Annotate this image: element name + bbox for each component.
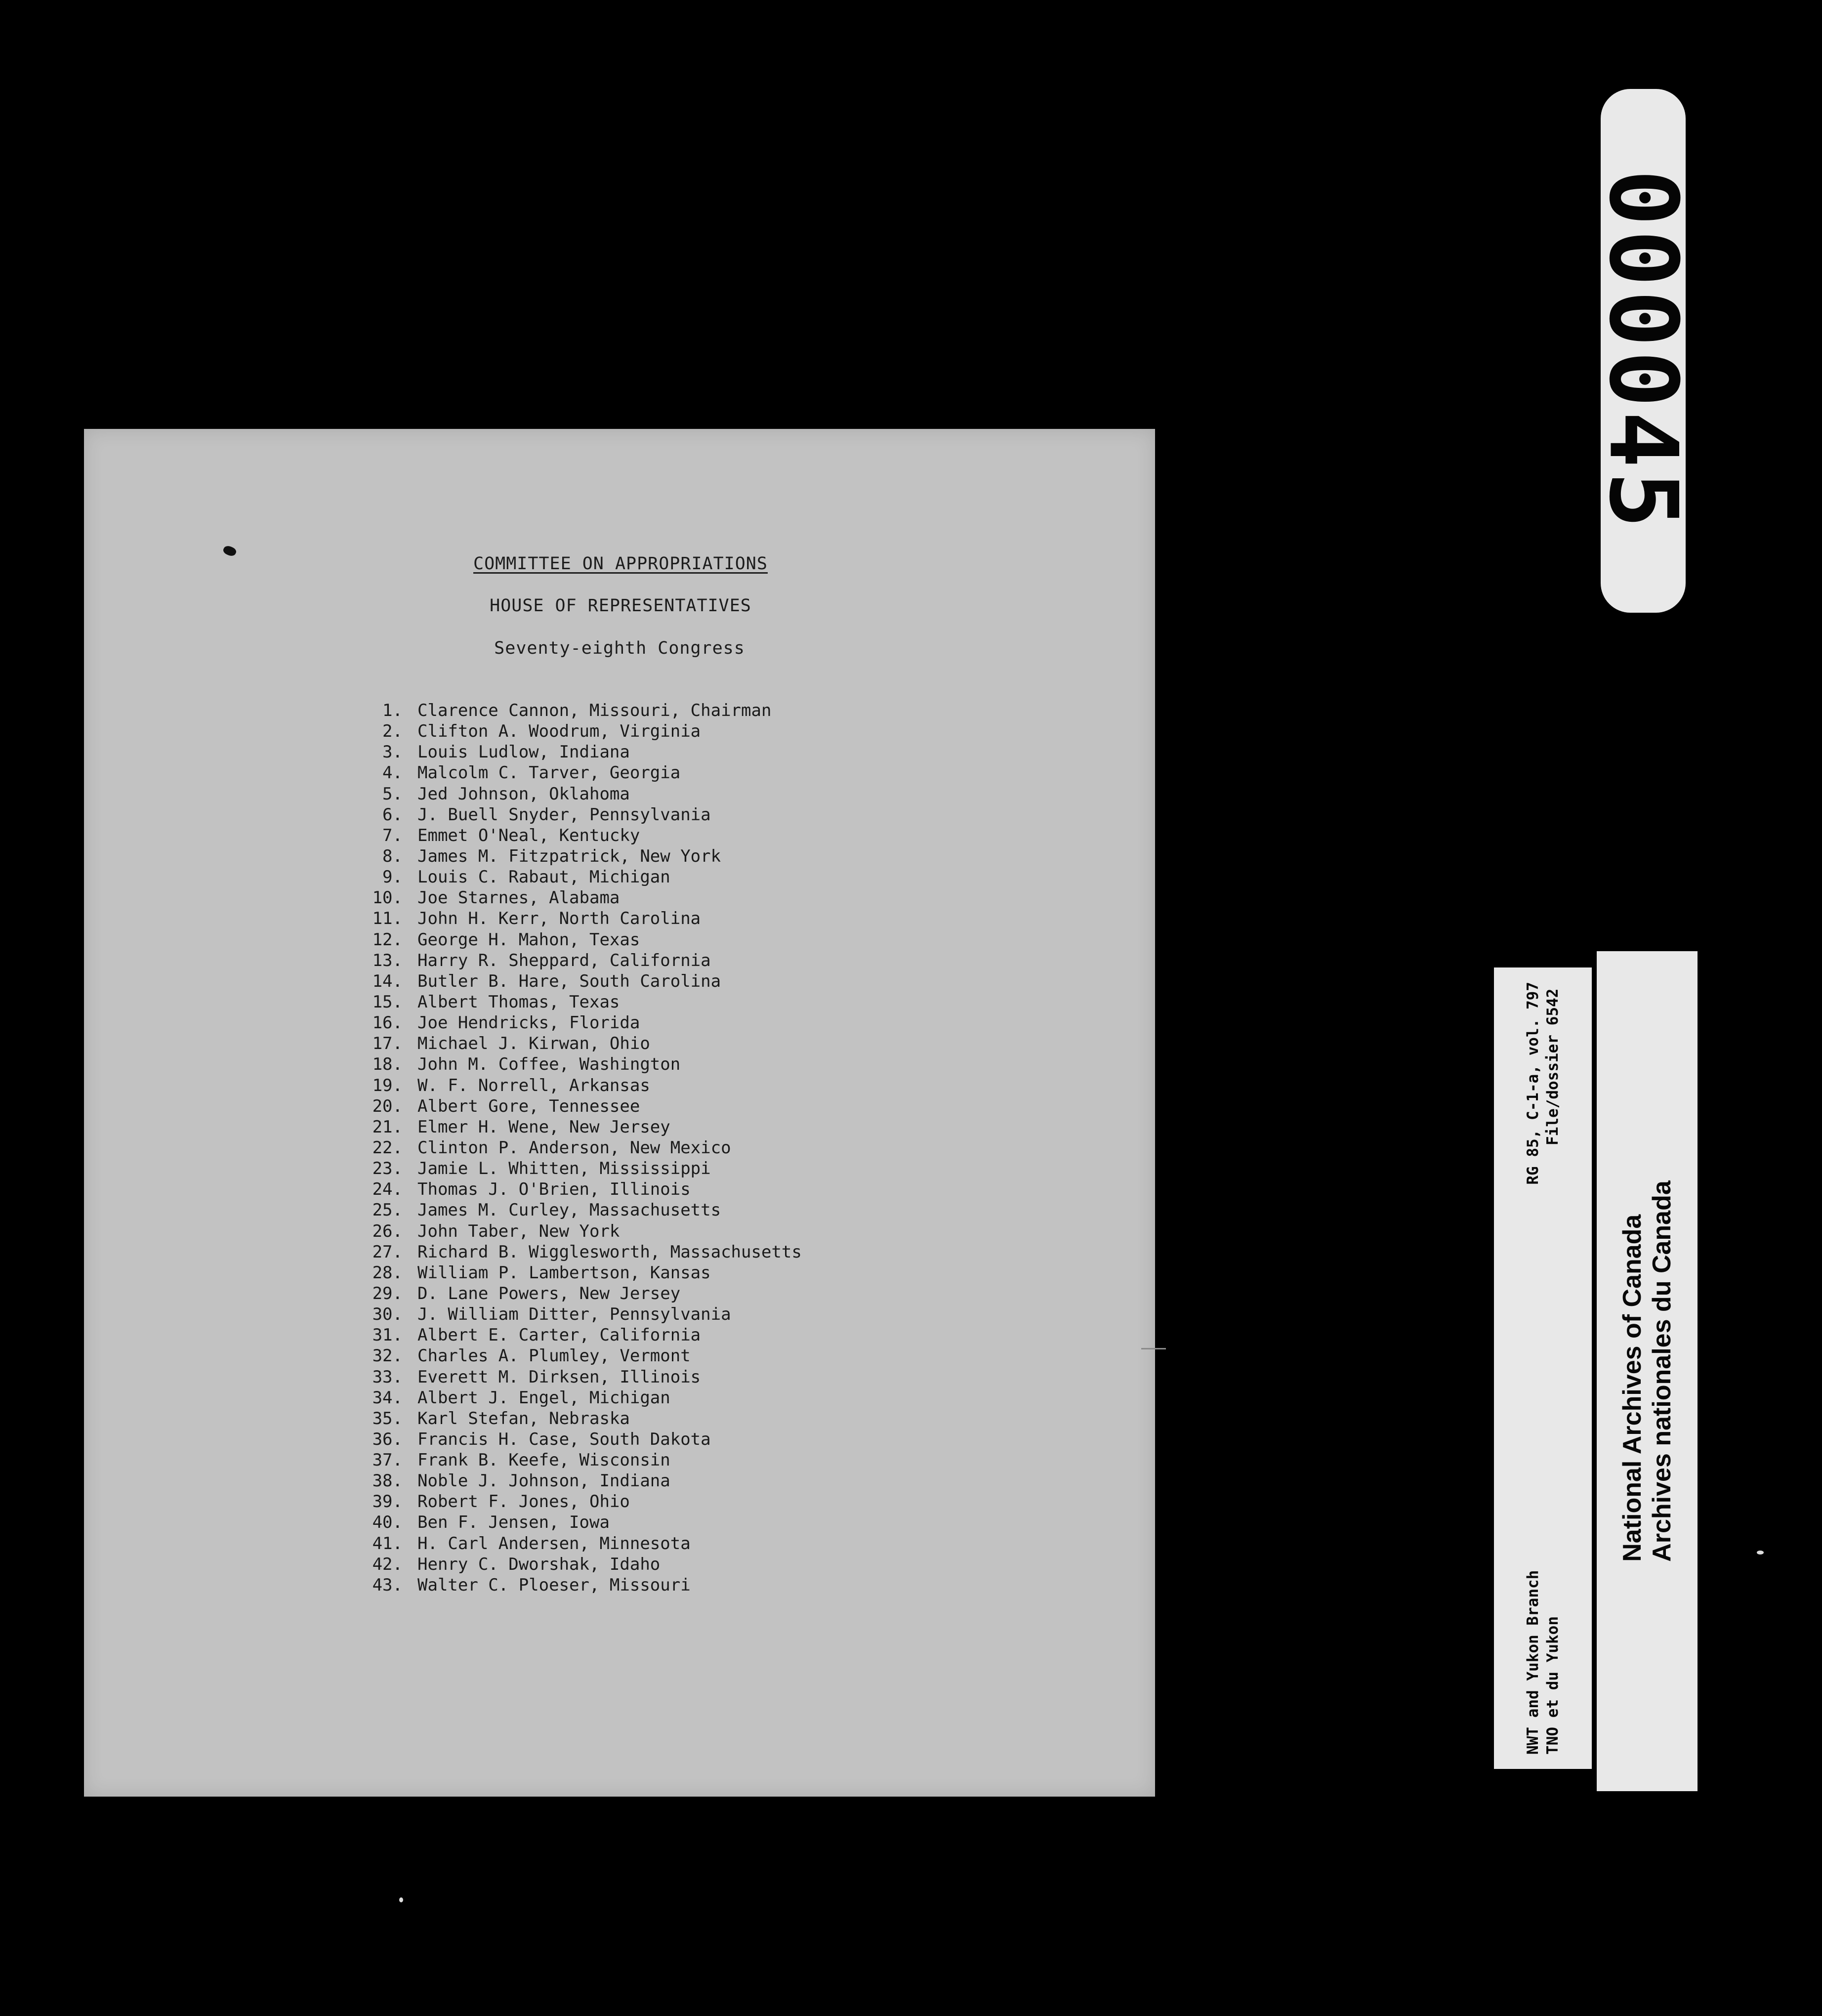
member-name: Albert E. Carter, California	[417, 1325, 701, 1345]
member-name: Henry C. Dworshak, Idaho	[417, 1554, 661, 1574]
member-name: Clifton A. Woodrum, Virginia	[417, 721, 701, 742]
member-row	[348, 1158, 802, 1179]
member-name: D. Lane Powers, New Jersey	[417, 1283, 681, 1303]
member-number: 37.	[372, 1450, 403, 1470]
member-name: Robert F. Jones, Ohio	[417, 1492, 630, 1512]
member-name: Frank B. Keefe, Wisconsin	[417, 1450, 670, 1470]
member-number: 31.	[372, 1325, 403, 1345]
member-row	[348, 1345, 802, 1366]
member-number: 9.	[382, 867, 403, 887]
member-row	[348, 1200, 802, 1220]
member-number: 29.	[372, 1283, 403, 1303]
member-row	[348, 1054, 802, 1075]
member-name: H. Carl Andersen, Minnesota	[417, 1533, 691, 1554]
member-name: Butler B. Hare, South Carolina	[417, 971, 721, 991]
member-number: 17.	[372, 1034, 403, 1054]
member-name: Walter C. Ploeser, Missouri	[417, 1575, 691, 1595]
member-row	[348, 1470, 802, 1491]
member-row	[348, 1367, 802, 1387]
member-row	[348, 1242, 802, 1262]
archives-label-text	[1617, 1180, 1677, 1562]
member-row	[348, 1533, 802, 1554]
member-name: Jamie L. Whitten, Mississippi	[417, 1159, 711, 1179]
member-name: Harry R. Sheppard, California	[417, 950, 711, 970]
member-number: 25.	[372, 1200, 403, 1220]
member-row	[348, 700, 802, 721]
member-name: James M. Curley, Massachusetts	[417, 1200, 721, 1220]
member-row	[348, 1575, 802, 1596]
member-name: Noble J. Johnson, Indiana	[417, 1471, 670, 1491]
member-row	[348, 784, 802, 804]
member-name: John H. Kerr, North Carolina	[417, 909, 701, 929]
member-number: 32.	[372, 1346, 403, 1366]
member-name: Clinton P. Anderson, New Mexico	[417, 1137, 731, 1158]
member-number: 10.	[372, 888, 403, 908]
member-name: Charles A. Plumley, Vermont	[417, 1346, 691, 1366]
member-number: 36.	[372, 1429, 403, 1449]
member-name: Thomas J. O'Brien, Illinois	[417, 1179, 691, 1200]
frame-number-strip	[1588, 89, 1698, 613]
member-number: 13.	[372, 950, 403, 970]
archives-name-fr: Archives nationales du Canada	[1648, 1180, 1676, 1562]
document-page	[84, 429, 1155, 1797]
member-row	[348, 846, 802, 867]
film-mark	[399, 1897, 403, 1902]
member-number: 34.	[372, 1387, 403, 1408]
member-row	[348, 1283, 802, 1304]
member-name: Emmet O'Neal, Kentucky	[417, 825, 640, 845]
member-number: 27.	[372, 1242, 403, 1262]
member-number: 5.	[382, 784, 403, 804]
member-name: James M. Fitzpatrick, New York	[417, 846, 721, 866]
member-row	[348, 1033, 802, 1054]
record-group-reference: RG 85, C-1-a, vol. 797	[1524, 982, 1542, 1185]
file-reference: File/dossier 6542	[1544, 988, 1562, 1145]
member-row	[348, 1221, 802, 1242]
member-name: Ben F. Jensen, Iowa	[417, 1512, 610, 1533]
member-row	[348, 1012, 802, 1033]
member-number: 28.	[372, 1262, 403, 1283]
member-number: 7.	[382, 825, 403, 845]
member-row	[348, 1262, 802, 1283]
member-row	[348, 1096, 802, 1117]
branch-name-fr: TNO et du Yukon	[1544, 1616, 1562, 1755]
member-name: Michael J. Kirwan, Ohio	[417, 1034, 650, 1054]
member-name: Albert Gore, Tennessee	[417, 1096, 640, 1116]
member-row	[348, 1387, 802, 1408]
member-row	[348, 887, 802, 908]
member-name: Louis Ludlow, Indiana	[417, 742, 630, 762]
member-row	[348, 762, 802, 783]
member-number: 41.	[372, 1533, 403, 1554]
member-number: 11.	[372, 909, 403, 929]
member-row	[348, 1408, 802, 1429]
frame-number: 000045	[1588, 169, 1698, 533]
member-number: 19.	[372, 1075, 403, 1095]
member-name: William P. Lambertson, Kansas	[417, 1262, 711, 1283]
member-name: W. F. Norrell, Arkansas	[417, 1075, 650, 1095]
branch-label-line-2	[1543, 982, 1563, 1755]
branch-label-text	[1523, 982, 1563, 1755]
member-number: 21.	[372, 1117, 403, 1137]
member-row	[348, 1304, 802, 1325]
member-number: 4.	[382, 763, 403, 783]
member-number: 35.	[372, 1408, 403, 1428]
member-number: 15.	[372, 992, 403, 1012]
member-name: Clarence Cannon, Missouri, Chairman	[417, 701, 772, 720]
member-name: Malcolm C. Tarver, Georgia	[417, 763, 681, 783]
member-name: Joe Hendricks, Florida	[417, 1013, 640, 1033]
member-number: 14.	[372, 971, 403, 991]
member-row	[348, 742, 802, 762]
member-row	[348, 867, 802, 887]
member-number: 24.	[372, 1179, 403, 1200]
member-name: Joe Starnes, Alabama	[417, 888, 620, 908]
member-name: Karl Stefan, Nebraska	[417, 1408, 630, 1428]
member-number: 8.	[382, 846, 403, 866]
congress-heading: Seventy-eighth Congress	[494, 638, 745, 658]
member-number: 38.	[372, 1471, 403, 1491]
member-number: 22.	[372, 1137, 403, 1158]
member-name: J. Buell Snyder, Pennsylvania	[417, 804, 711, 825]
member-row	[348, 992, 802, 1012]
branch-label-line-1	[1523, 982, 1543, 1755]
member-number: 18.	[372, 1054, 403, 1075]
member-row	[348, 721, 802, 742]
member-number: 40.	[372, 1512, 403, 1533]
member-number: 20.	[372, 1096, 403, 1116]
page-fold-mark	[1141, 1348, 1166, 1349]
member-row	[348, 1491, 802, 1512]
member-number: 6.	[382, 804, 403, 825]
member-name: Everett M. Dirksen, Illinois	[417, 1367, 701, 1387]
member-row	[348, 950, 802, 971]
member-name: Albert J. Engel, Michigan	[417, 1387, 670, 1408]
member-name: Jed Johnson, Oklahoma	[417, 784, 630, 804]
member-row	[348, 1450, 802, 1470]
member-name: John Taber, New York	[417, 1221, 620, 1241]
member-number: 16.	[372, 1013, 403, 1033]
document-title: COMMITTEE ON APPROPRIATIONS	[473, 554, 768, 574]
branch-reference-label	[1494, 967, 1592, 1769]
member-row	[348, 929, 802, 950]
branch-name-en: NWT and Yukon Branch	[1524, 1570, 1542, 1755]
member-name: Elmer H. Wene, New Jersey	[417, 1117, 670, 1137]
member-row	[348, 1137, 802, 1158]
document-subtitle: HOUSE OF REPRESENTATIVES	[490, 596, 751, 616]
member-row	[348, 1429, 802, 1450]
archives-name-en: National Archives of Canada	[1618, 1214, 1647, 1562]
member-row	[348, 1117, 802, 1137]
member-number: 2.	[382, 721, 403, 742]
member-number: 26.	[372, 1221, 403, 1241]
member-row	[348, 971, 802, 992]
member-number: 23.	[372, 1159, 403, 1179]
member-row	[348, 908, 802, 929]
member-row	[348, 1075, 802, 1096]
member-name: John M. Coffee, Washington	[417, 1054, 681, 1075]
member-number: 43.	[372, 1575, 403, 1595]
member-name: Louis C. Rabaut, Michigan	[417, 867, 670, 887]
member-row	[348, 1512, 802, 1533]
member-row	[348, 825, 802, 846]
member-number: 1.	[382, 701, 403, 720]
member-number: 30.	[372, 1304, 403, 1325]
member-number: 39.	[372, 1492, 403, 1512]
member-number: 3.	[382, 742, 403, 762]
member-name: Francis H. Case, South Dakota	[417, 1429, 711, 1449]
member-name: Albert Thomas, Texas	[417, 992, 620, 1012]
member-number: 12.	[372, 929, 403, 950]
film-mark	[1757, 1551, 1764, 1554]
member-name: J. William Ditter, Pennsylvania	[417, 1304, 731, 1325]
member-row	[348, 804, 802, 825]
member-name: George H. Mahon, Texas	[417, 929, 640, 950]
archives-label	[1597, 951, 1698, 1791]
member-number: 42.	[372, 1554, 403, 1574]
members-list	[348, 700, 802, 1596]
member-row	[348, 1179, 802, 1200]
member-row	[348, 1554, 802, 1575]
member-name: Richard B. Wigglesworth, Massachusetts	[417, 1242, 802, 1262]
member-row	[348, 1325, 802, 1345]
member-number: 33.	[372, 1367, 403, 1387]
